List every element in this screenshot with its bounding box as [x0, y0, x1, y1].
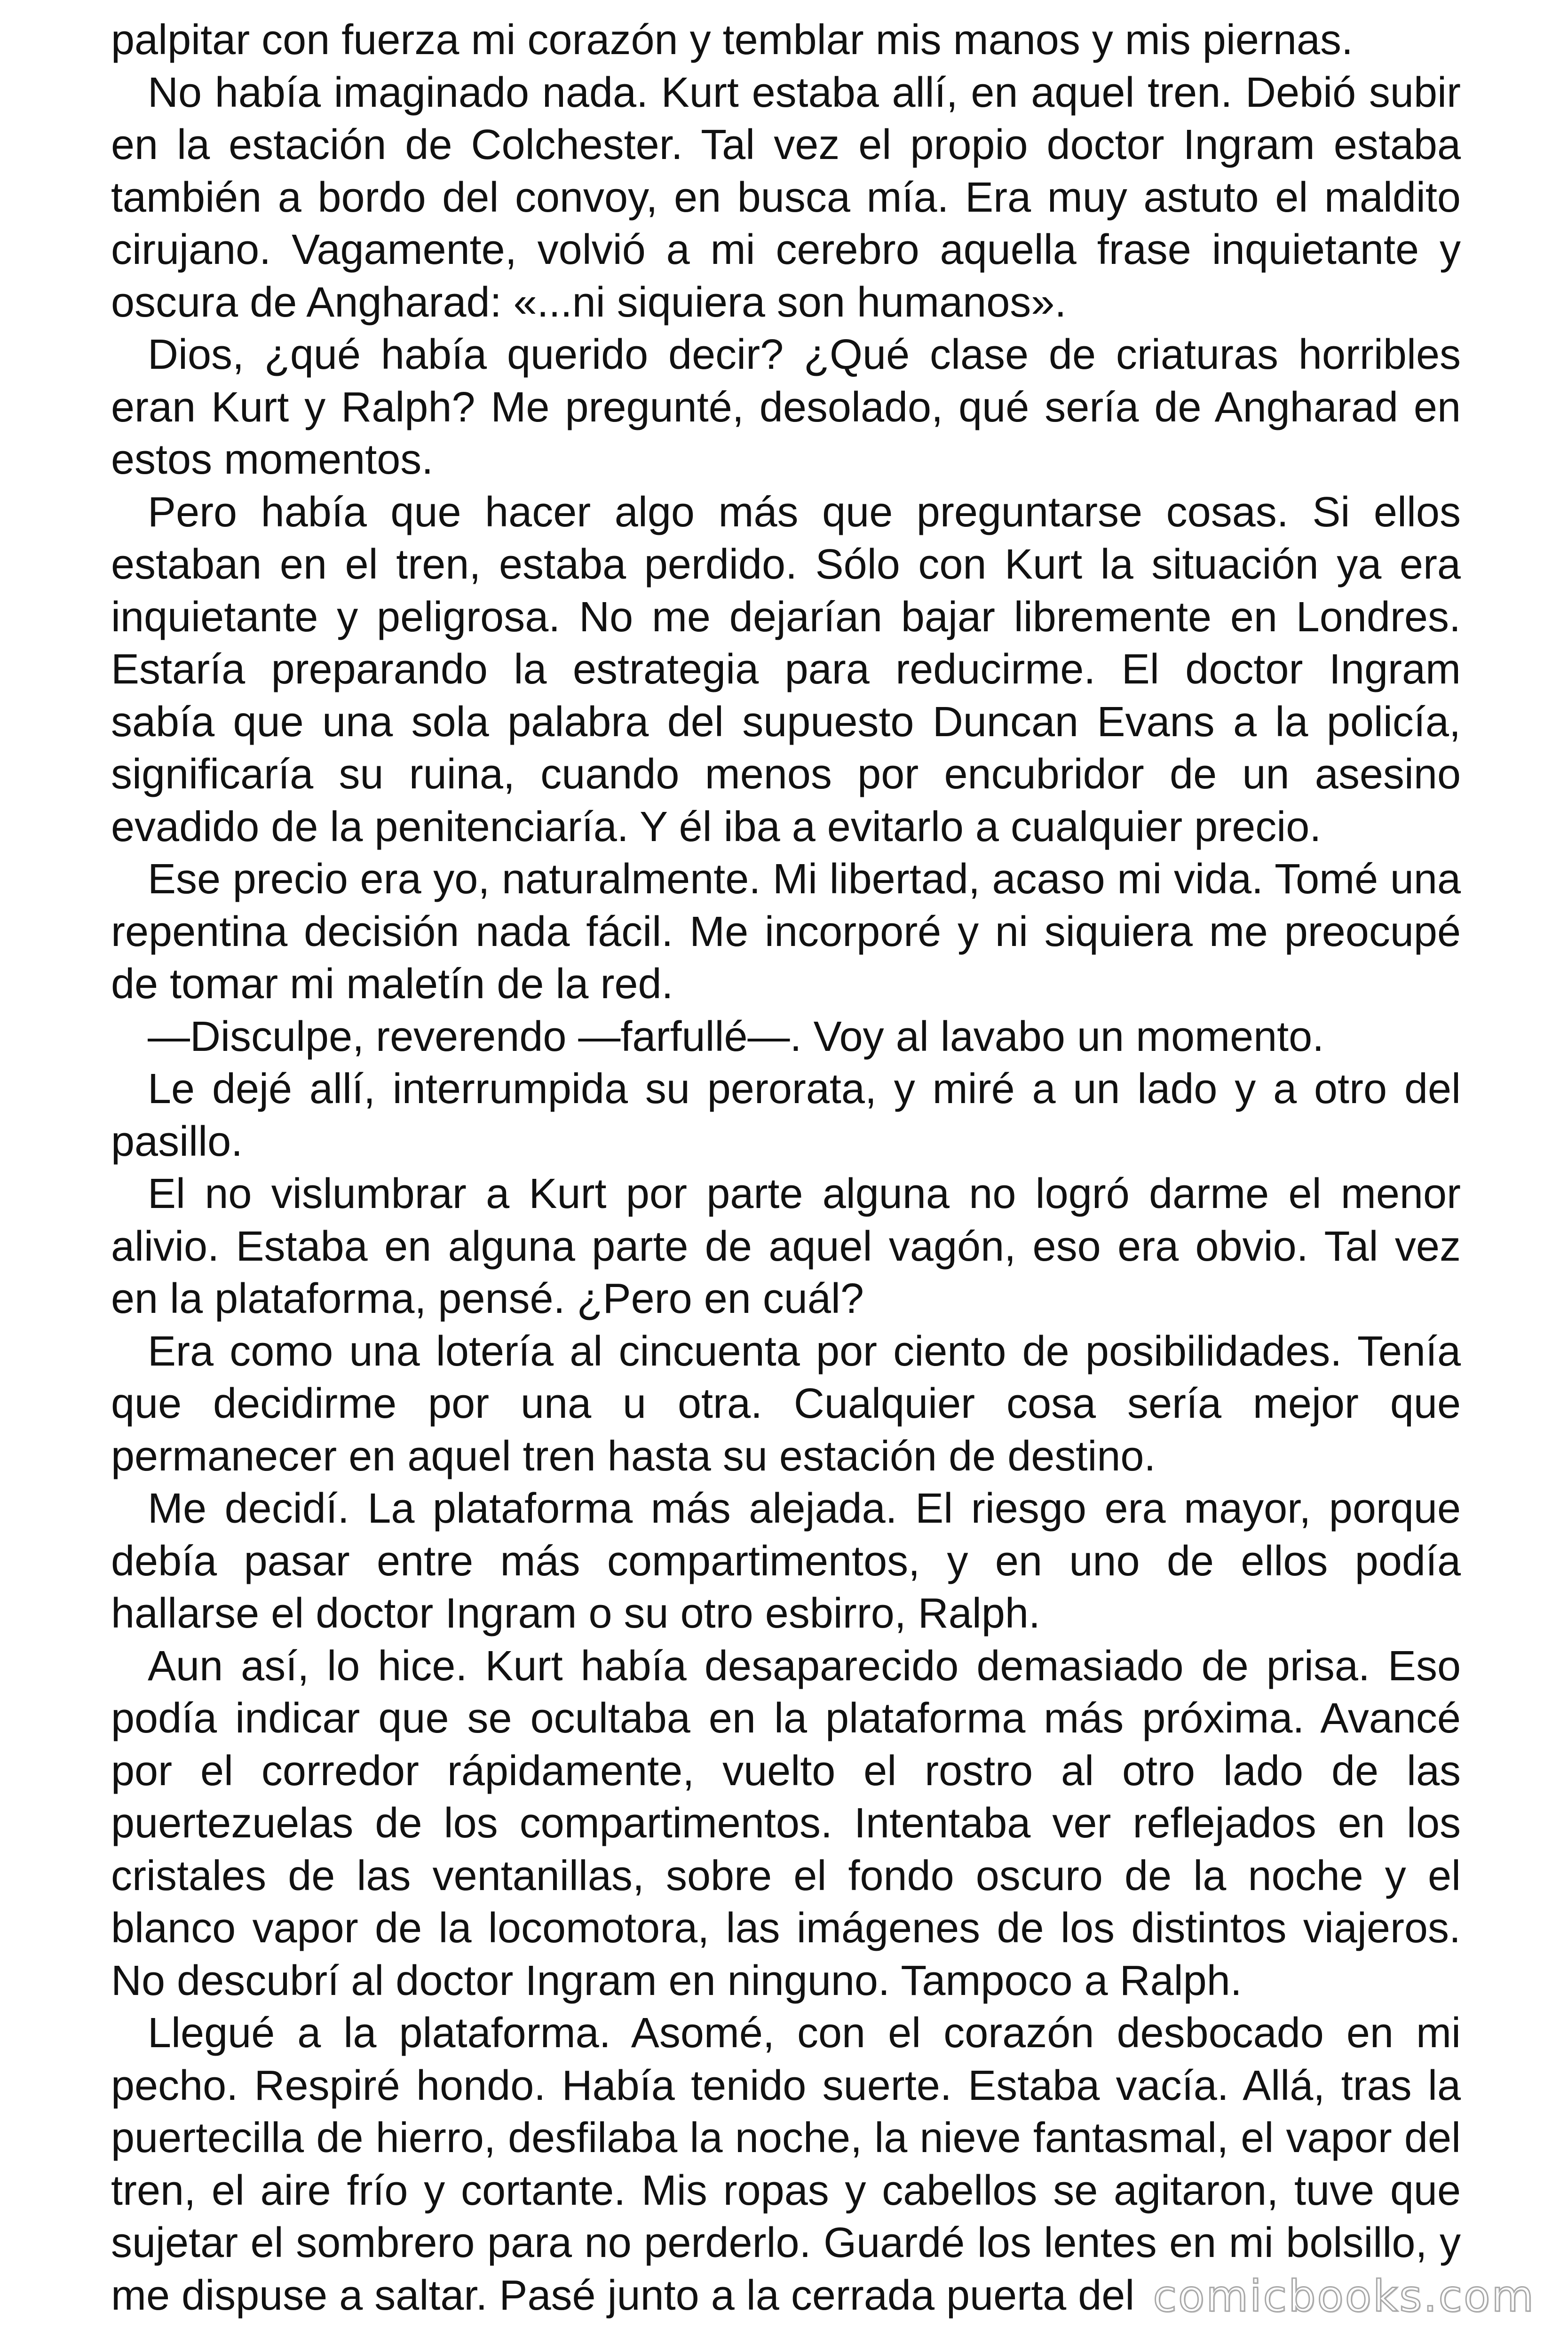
paragraph: No había imaginado nada. Kurt estaba allí, en aquel tren. Debió subir en la estación de Colchester. Tal vez el propio doctor Ingram estaba también a bordo del convoy, en busca mía. Era muy astuto el maldito cirujano. Vagamente, volvió a mi cerebro aquella frase inquietante y oscura de Angharad: «...ni siquiera son humanos». — [111, 69, 1461, 326]
paragraph: Era como una lotería al cincuenta por ciento de posibilidades. Tenía que decidirme por una u otra. Cualquier cosa sería mejor que permanecer en aquel tren hasta su estación de destino. — [111, 1327, 1461, 1480]
paragraph: Llegué a la plataforma. Asomé, con el corazón desbocado en mi pecho. Respiré hondo. Había tenido suerte. Estaba vacía. Allá, tras la puertecilla de hierro, desfilaba la noche, la nieve fantasmal, el vapor del tren, el aire frío y cortante. Mis ropas y cabellos se agitaron, tuve que sujetar el sombrero para no perderlo. Guardé los lentes en mi bolsillo, y me dispuse a saltar. Pasé junto a la cerrada puerta del — [111, 2010, 1461, 2319]
paragraph: Me decidí. La plataforma más alejada. El riesgo era mayor, porque debía pasar entre más compartimentos, y en uno de ellos podía hallarse el doctor Ingram o su otro esbirro, Ralph. — [111, 1485, 1461, 1637]
paragraph: palpitar con fuerza mi corazón y temblar mis manos y mis piernas. — [111, 16, 1353, 64]
page-text — [111, 14, 1461, 2322]
paragraph: Aun así, lo hice. Kurt había desaparecido demasiado de prisa. Eso podía indicar que se ocultaba en la plataforma más próxima. Avancé por el corredor rápidamente, vuelto el rostro al otro lado de las puertezuelas de los compartimentos. Intentaba ver reflejados en los cristales de las ventanillas, sobre el fondo oscuro de la noche y el blanco vapor de la locomotora, las imágenes de los distintos viajeros. No descubrí al doctor Ingram en ninguno. Tampoco a Ralph. — [111, 1642, 1461, 2004]
paragraph: —Disculpe, reverendo —farfullé—. Voy al lavabo un momento. — [148, 1013, 1324, 1060]
paragraph: El no vislumbrar a Kurt por parte alguna no logró darme el menor alivio. Estaba en alguna parte de aquel vagón, eso era obvio. Tal vez en la plataforma, pensé. ¿Pero en cuál? — [111, 1170, 1461, 1322]
paragraph: Dios, ¿qué había querido decir? ¿Qué clase de criaturas horribles eran Kurt y Ralph? Me pregunté, desolado, qué sería de Angharad en estos momentos. — [111, 331, 1461, 483]
paragraph: Pero había que hacer algo más que preguntarse cosas. Si ellos estaban en el tren, estaba perdido. Sólo con Kurt la situación ya era inquietante y peligrosa. No me dejarían bajar libremente en Londres. Estaría preparando la estrategia para reducirme. El doctor Ingram sabía que una sola palabra del supuesto Duncan Evans a la policía, significaría su ruina, cuando menos por encubridor de un asesino evadido de la penitenciaría. Y él iba a evitarlo a cualquier precio. — [111, 488, 1461, 850]
watermark: comicbooks.com — [1153, 2271, 1535, 2321]
paragraph: Ese precio era yo, naturalmente. Mi libertad, acaso mi vida. Tomé una repentina decisión nada fácil. Me incorporé y ni siquiera me preocupé de tomar mi maletín de la red. — [111, 856, 1461, 1008]
paragraph: Le dejé allí, interrumpida su perorata, y miré a un lado y a otro del pasillo. — [111, 1065, 1461, 1165]
